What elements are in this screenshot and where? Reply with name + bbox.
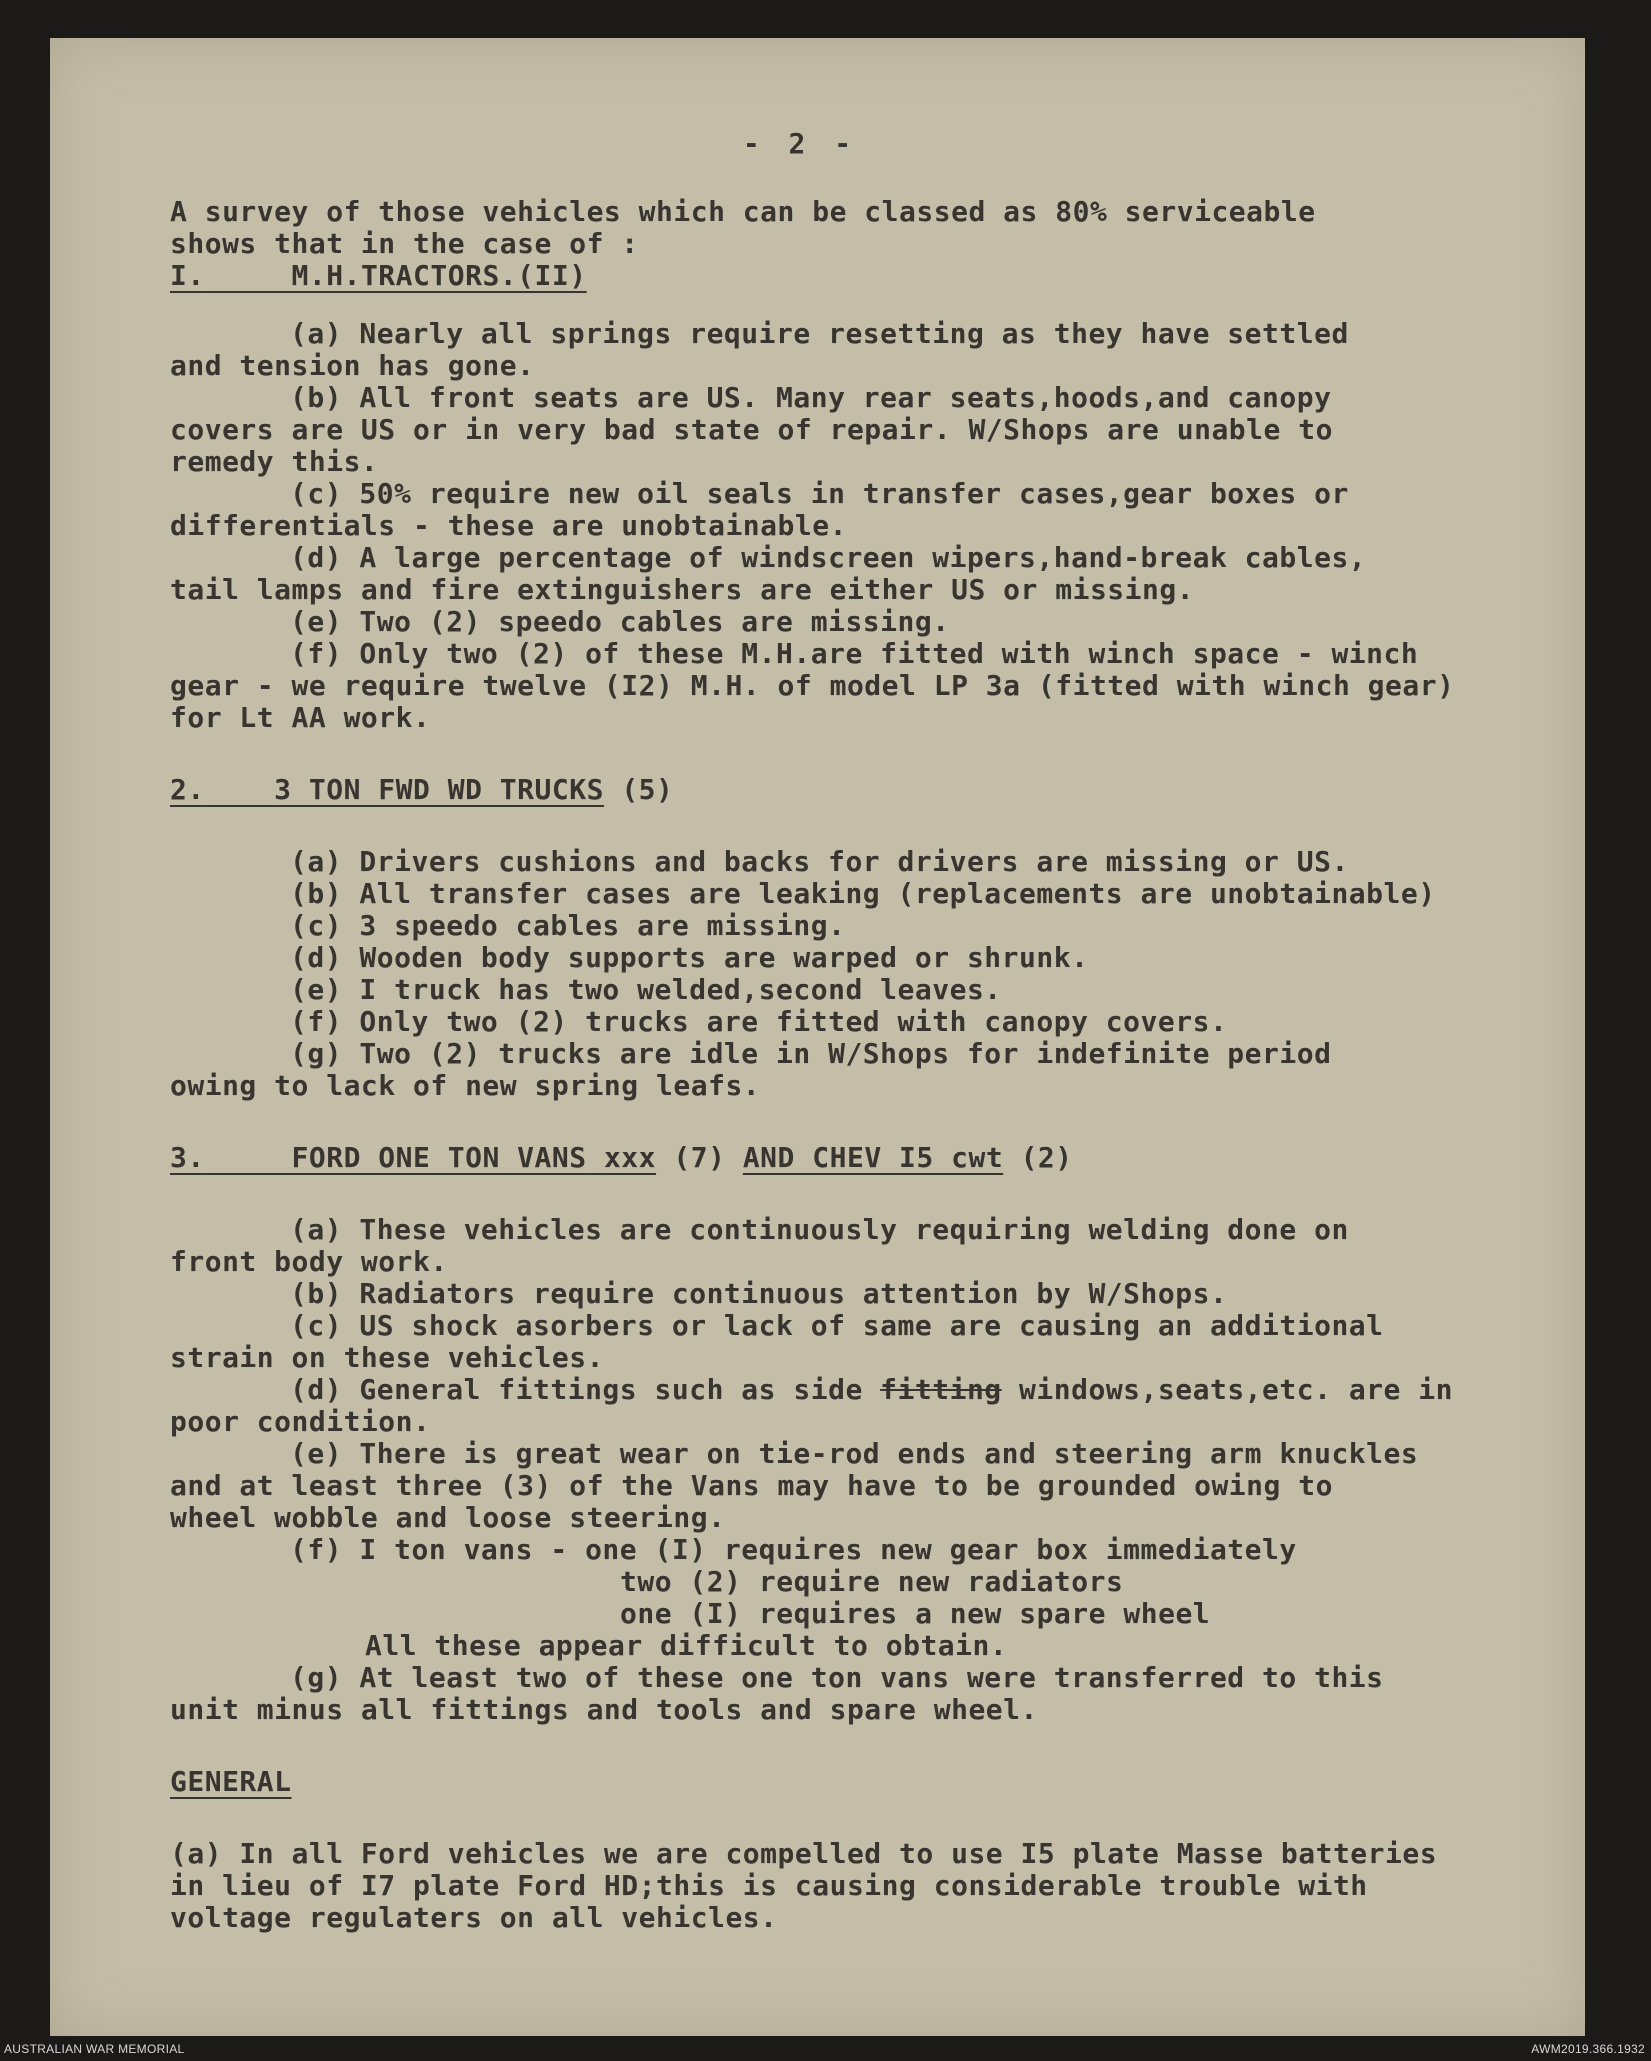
footer-archive-name: AUSTRALIAN WAR MEMORIAL bbox=[4, 2042, 185, 2056]
s3-line: front body work. bbox=[170, 1245, 448, 1278]
s2-line: (g) Two (2) trucks are idle in W/Shops for indefinite period bbox=[290, 1037, 1332, 1070]
section-3-heading: 3. FORD ONE TON VANS xxx (7) AND CHEV I5 cwt (2) bbox=[170, 1141, 1073, 1174]
s3-line-d: (d) General fittings such as side fitting windows,seats,etc. are in bbox=[290, 1373, 1453, 1406]
s1-line: covers are US or in very bad state of repair. W/Shops are unable to bbox=[170, 413, 1333, 446]
s1-line: (c) 50% require new oil seals in transfer cases,gear boxes or bbox=[290, 477, 1349, 510]
page-number: - 2 - bbox=[742, 127, 858, 160]
intro-line: A survey of those vehicles which can be classed as 80% serviceable bbox=[170, 195, 1316, 228]
s1-line: (d) A large percentage of windscreen wipers,hand-break cables, bbox=[290, 541, 1367, 574]
s3-line: (b) Radiators require continuous attention by W/Shops. bbox=[290, 1277, 1228, 1310]
s1-line: (a) Nearly all springs require resetting as they have settled bbox=[290, 317, 1349, 350]
s1-line: tail lamps and fire extinguishers are either US or missing. bbox=[170, 573, 1195, 606]
s3-line: wheel wobble and loose steering. bbox=[170, 1501, 726, 1534]
s3-line: (a) These vehicles are continuously requiring welding done on bbox=[290, 1213, 1349, 1246]
s2-line: (e) I truck has two welded,second leaves. bbox=[290, 973, 1002, 1006]
s2-line: (d) Wooden body supports are warped or shrunk. bbox=[290, 941, 1089, 974]
s1-line: for Lt AA work. bbox=[170, 701, 431, 734]
section-1-heading: I. M.H.TRACTORS.(II) bbox=[170, 259, 587, 292]
s1-line: remedy this. bbox=[170, 445, 379, 478]
s3-line: poor condition. bbox=[170, 1405, 431, 1438]
intro-line: shows that in the case of : bbox=[170, 227, 639, 260]
general-line: (a) In all Ford vehicles we are compelled to use I5 plate Masse batteries bbox=[170, 1837, 1438, 1870]
s3-line: (c) US shock asorbers or lack of same are causing an additional bbox=[290, 1309, 1384, 1342]
footer-accession-number: AWM2019.366.1932 bbox=[1531, 2042, 1645, 2056]
s2-line: (b) All transfer cases are leaking (replacements are unobtainable) bbox=[290, 877, 1436, 910]
s3-line: one (I) requires a new spare wheel bbox=[620, 1597, 1211, 1630]
s2-line: (c) 3 speedo cables are missing. bbox=[290, 909, 846, 942]
s3-line: (g) At least two of these one ton vans were transferred to this bbox=[290, 1661, 1384, 1694]
general-line: voltage regulaters on all vehicles. bbox=[170, 1901, 778, 1934]
s3-line: two (2) require new radiators bbox=[620, 1565, 1124, 1598]
s3-line: (e) There is great wear on tie-rod ends and steering arm knuckles bbox=[290, 1437, 1419, 1470]
section-2-heading: 2. 3 TON FWD WD TRUCKS (5) bbox=[170, 773, 674, 806]
s1-line: gear - we require twelve (I2) M.H. of model LP 3a (fitted with winch gear) bbox=[170, 669, 1455, 702]
s3-line: All these appear difficult to obtain. bbox=[365, 1629, 1008, 1662]
s1-line: (e) Two (2) speedo cables are missing. bbox=[290, 605, 950, 638]
s3-line: and at least three (3) of the Vans may have to be grounded owing to bbox=[170, 1469, 1333, 1502]
s1-line: (f) Only two (2) of these M.H.are fitted with winch space - winch bbox=[290, 637, 1419, 670]
document-body bbox=[170, 128, 1620, 1934]
s1-line: differentials - these are unobtainable. bbox=[170, 509, 847, 542]
s2-line: owing to lack of new spring leafs. bbox=[170, 1069, 761, 1102]
s3-line: unit minus all fittings and tools and spare wheel. bbox=[170, 1693, 1038, 1726]
s3-line: strain on these vehicles. bbox=[170, 1341, 604, 1374]
s1-line: and tension has gone. bbox=[170, 349, 535, 382]
s3-line: (f) I ton vans - one (I) requires new gear box immediately bbox=[290, 1533, 1297, 1566]
s2-line: (f) Only two (2) trucks are fitted with canopy covers. bbox=[290, 1005, 1228, 1038]
general-line: in lieu of I7 plate Ford HD;this is causing considerable trouble with bbox=[170, 1869, 1368, 1902]
document-page bbox=[50, 38, 1585, 2036]
general-heading: GENERAL bbox=[170, 1765, 292, 1798]
s2-line: (a) Drivers cushions and backs for drivers are missing or US. bbox=[290, 845, 1349, 878]
s1-line: (b) All front seats are US. Many rear seats,hoods,and canopy bbox=[290, 381, 1332, 414]
